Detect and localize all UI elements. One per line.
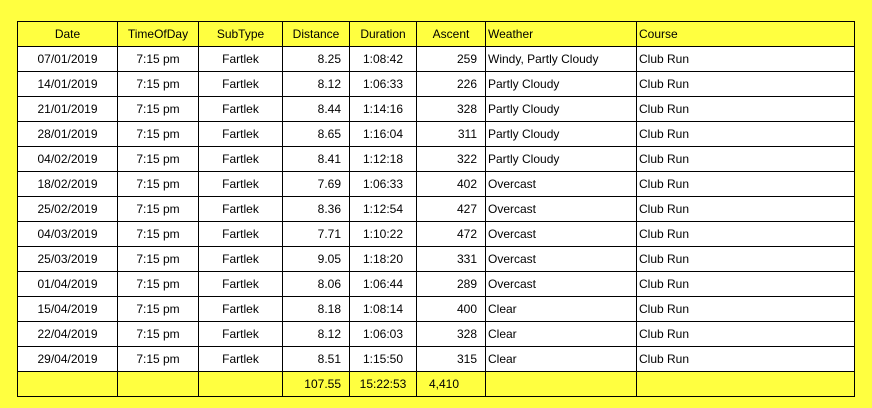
duration-cell[interactable]: 1:06:33 (350, 72, 417, 97)
weather-cell[interactable]: Partly Cloudy (486, 72, 637, 97)
ascent-cell[interactable]: 311 (417, 122, 486, 147)
distance-cell[interactable]: 8.51 (283, 347, 350, 372)
ascent-cell[interactable]: 328 (417, 322, 486, 347)
distance-cell[interactable]: 8.18 (283, 297, 350, 322)
date-cell[interactable]: 01/04/2019 (18, 272, 118, 297)
weather-cell[interactable]: Overcast (486, 247, 637, 272)
run-log-table (17, 21, 855, 397)
header-ascent[interactable]: Ascent (417, 22, 486, 47)
distance-cell[interactable]: 8.25 (283, 47, 350, 72)
course-cell[interactable]: Club Run (637, 72, 855, 97)
table-row (18, 122, 855, 147)
time-of-day-cell[interactable]: 7:15 pm (118, 97, 199, 122)
ascent-cell[interactable]: 226 (417, 72, 486, 97)
weather-cell[interactable]: Partly Cloudy (486, 97, 637, 122)
ascent-cell[interactable]: 322 (417, 147, 486, 172)
table-row (18, 47, 855, 72)
subtype-cell[interactable]: Fartlek (199, 47, 283, 72)
time-of-day-cell[interactable]: 7:15 pm (118, 222, 199, 247)
total-time-of-day[interactable] (118, 372, 199, 397)
subtype-cell[interactable]: Fartlek (199, 197, 283, 222)
distance-cell[interactable]: 8.12 (283, 72, 350, 97)
time-of-day-cell[interactable]: 7:15 pm (118, 297, 199, 322)
table-row (18, 72, 855, 97)
course-cell[interactable]: Club Run (637, 197, 855, 222)
course-cell[interactable]: Club Run (637, 297, 855, 322)
duration-cell[interactable]: 1:10:22 (350, 222, 417, 247)
time-of-day-cell[interactable]: 7:15 pm (118, 72, 199, 97)
course-cell[interactable]: Club Run (637, 97, 855, 122)
table-row (18, 147, 855, 172)
weather-cell[interactable]: Windy, Partly Cloudy (486, 47, 637, 72)
weather-cell[interactable]: Clear (486, 297, 637, 322)
header-row (18, 22, 855, 47)
time-of-day-cell[interactable]: 7:15 pm (118, 47, 199, 72)
table-row (18, 172, 855, 197)
date-cell[interactable]: 28/01/2019 (18, 122, 118, 147)
weather-cell[interactable]: Clear (486, 347, 637, 372)
ascent-cell[interactable]: 328 (417, 97, 486, 122)
course-cell[interactable]: Club Run (637, 122, 855, 147)
duration-cell[interactable]: 1:08:42 (350, 47, 417, 72)
header-date[interactable]: Date (18, 22, 118, 47)
weather-cell[interactable]: Clear (486, 322, 637, 347)
course-cell[interactable]: Club Run (637, 222, 855, 247)
duration-cell[interactable]: 1:16:04 (350, 122, 417, 147)
total-date[interactable] (18, 372, 118, 397)
duration-cell[interactable]: 1:12:18 (350, 147, 417, 172)
ascent-cell[interactable]: 427 (417, 197, 486, 222)
ascent-cell[interactable]: 400 (417, 297, 486, 322)
table-row (18, 297, 855, 322)
weather-cell[interactable]: Overcast (486, 172, 637, 197)
subtype-cell[interactable]: Fartlek (199, 297, 283, 322)
weather-cell[interactable]: Partly Cloudy (486, 147, 637, 172)
time-of-day-cell[interactable]: 7:15 pm (118, 322, 199, 347)
subtype-cell[interactable]: Fartlek (199, 172, 283, 197)
time-of-day-cell[interactable]: 7:15 pm (118, 347, 199, 372)
distance-cell[interactable]: 8.65 (283, 122, 350, 147)
ascent-cell[interactable]: 259 (417, 47, 486, 72)
subtype-cell[interactable]: Fartlek (199, 347, 283, 372)
subtype-cell[interactable]: Fartlek (199, 272, 283, 297)
table-row (18, 247, 855, 272)
course-cell[interactable]: Club Run (637, 47, 855, 72)
total-course[interactable] (637, 372, 855, 397)
total-distance[interactable]: 107.55 (283, 372, 350, 397)
table-row (18, 322, 855, 347)
date-cell[interactable]: 04/03/2019 (18, 222, 118, 247)
distance-cell[interactable]: 7.71 (283, 222, 350, 247)
weather-cell[interactable]: Overcast (486, 272, 637, 297)
subtype-cell[interactable]: Fartlek (199, 72, 283, 97)
duration-cell[interactable]: 1:08:14 (350, 297, 417, 322)
course-cell[interactable]: Club Run (637, 172, 855, 197)
date-cell[interactable]: 07/01/2019 (18, 47, 118, 72)
date-cell[interactable]: 04/02/2019 (18, 147, 118, 172)
time-of-day-cell[interactable]: 7:15 pm (118, 147, 199, 172)
date-cell[interactable]: 29/04/2019 (18, 347, 118, 372)
total-weather[interactable] (486, 372, 637, 397)
table-row (18, 222, 855, 247)
subtype-cell[interactable]: Fartlek (199, 222, 283, 247)
date-cell[interactable]: 15/04/2019 (18, 297, 118, 322)
ascent-cell[interactable]: 315 (417, 347, 486, 372)
date-cell[interactable]: 21/01/2019 (18, 97, 118, 122)
course-cell[interactable]: Club Run (637, 347, 855, 372)
duration-cell[interactable]: 1:06:03 (350, 322, 417, 347)
duration-cell[interactable]: 1:12:54 (350, 197, 417, 222)
date-cell[interactable]: 25/02/2019 (18, 197, 118, 222)
duration-cell[interactable]: 1:06:33 (350, 172, 417, 197)
course-cell[interactable]: Club Run (637, 147, 855, 172)
subtype-cell[interactable]: Fartlek (199, 247, 283, 272)
header-distance[interactable]: Distance (283, 22, 350, 47)
ascent-cell[interactable]: 402 (417, 172, 486, 197)
distance-cell[interactable]: 8.44 (283, 97, 350, 122)
ascent-cell[interactable]: 472 (417, 222, 486, 247)
header-weather[interactable]: Weather (486, 22, 637, 47)
distance-cell[interactable]: 8.06 (283, 272, 350, 297)
header-duration[interactable]: Duration (350, 22, 417, 47)
subtype-cell[interactable]: Fartlek (199, 322, 283, 347)
totals-row (18, 372, 855, 397)
time-of-day-cell[interactable]: 7:15 pm (118, 172, 199, 197)
time-of-day-cell[interactable]: 7:15 pm (118, 122, 199, 147)
distance-cell[interactable]: 8.36 (283, 197, 350, 222)
table-row (18, 272, 855, 297)
course-cell[interactable]: Club Run (637, 272, 855, 297)
course-cell[interactable]: Club Run (637, 247, 855, 272)
header-course[interactable]: Course (637, 22, 855, 47)
table-row (18, 347, 855, 372)
date-cell[interactable]: 18/02/2019 (18, 172, 118, 197)
distance-cell[interactable]: 8.12 (283, 322, 350, 347)
duration-cell[interactable]: 1:15:50 (350, 347, 417, 372)
subtype-cell[interactable]: Fartlek (199, 97, 283, 122)
time-of-day-cell[interactable]: 7:15 pm (118, 197, 199, 222)
course-cell[interactable]: Club Run (637, 322, 855, 347)
header-time-of-day[interactable]: TimeOfDay (118, 22, 199, 47)
weather-cell[interactable]: Overcast (486, 197, 637, 222)
total-subtype[interactable] (199, 372, 283, 397)
total-duration[interactable]: 15:22:53 (350, 372, 417, 397)
distance-cell[interactable]: 7.69 (283, 172, 350, 197)
table-row (18, 197, 855, 222)
subtype-cell[interactable]: Fartlek (199, 122, 283, 147)
time-of-day-cell[interactable]: 7:15 pm (118, 272, 199, 297)
duration-cell[interactable]: 1:18:20 (350, 247, 417, 272)
date-cell[interactable]: 22/04/2019 (18, 322, 118, 347)
ascent-cell[interactable]: 289 (417, 272, 486, 297)
date-cell[interactable]: 25/03/2019 (18, 247, 118, 272)
table-row (18, 97, 855, 122)
weather-cell[interactable]: Overcast (486, 222, 637, 247)
weather-cell[interactable]: Partly Cloudy (486, 122, 637, 147)
time-of-day-cell[interactable]: 7:15 pm (118, 247, 199, 272)
date-cell[interactable]: 14/01/2019 (18, 72, 118, 97)
distance-cell[interactable]: 8.41 (283, 147, 350, 172)
distance-cell[interactable]: 9.05 (283, 247, 350, 272)
duration-cell[interactable]: 1:06:44 (350, 272, 417, 297)
total-ascent[interactable]: 4,410 (417, 372, 486, 397)
header-subtype[interactable]: SubType (199, 22, 283, 47)
duration-cell[interactable]: 1:14:16 (350, 97, 417, 122)
ascent-cell[interactable]: 331 (417, 247, 486, 272)
subtype-cell[interactable]: Fartlek (199, 147, 283, 172)
